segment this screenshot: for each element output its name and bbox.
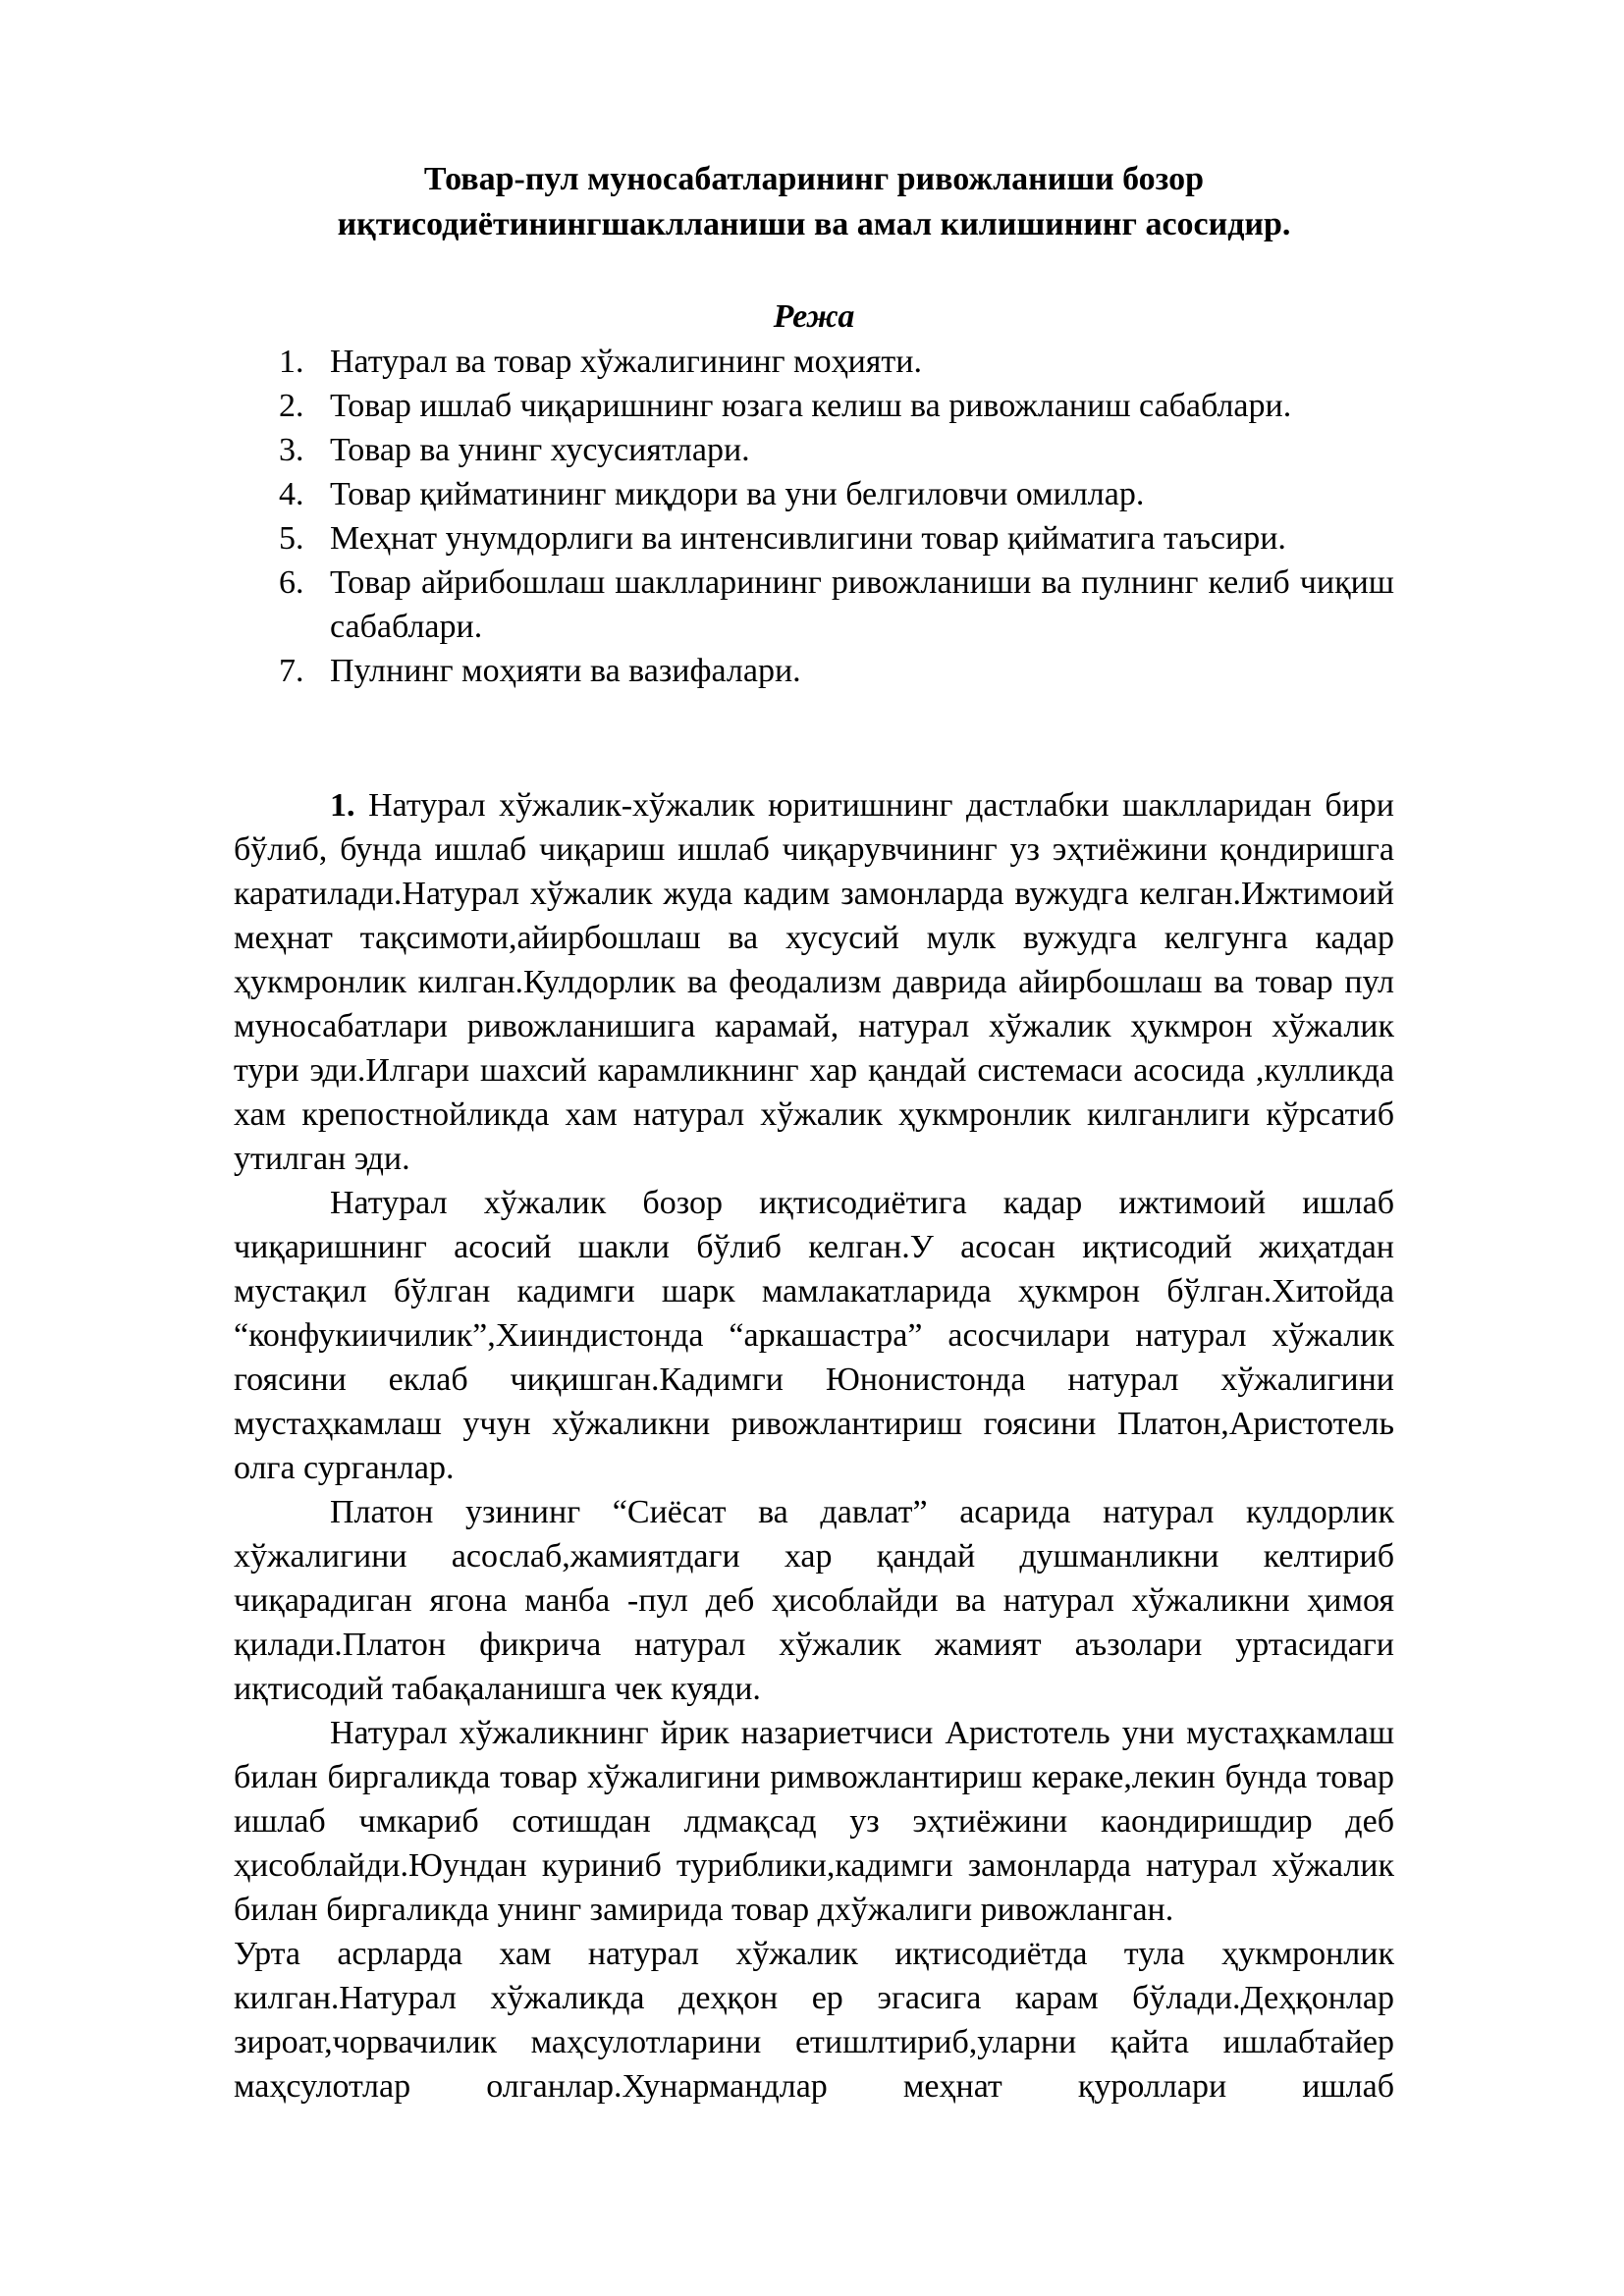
plan-item-number: 3. xyxy=(279,432,304,468)
body-paragraph-2: Натурал хўжалик бозор иқтисодиётига кадар ижтимоий ишлаб чиқаришнинг асосий шакли бўлиб келган.У асосан иқтисодий жиҳатдан мустақил бўлган кадимги шарк мамлакатларида ҳукмрон бўлган.Хитойда “конфукиичилик”,Хииндистонда “аркашастра” асосчилари натурал хўжалик гоясини еклаб чиқишган.Кадимги Юнонистонда натурал хўжалигини мустаҳкамлаш учун хўжаликни ривожлантириш гоясини Платон,Аристотель олга сурганлар. xyxy=(234,1185,1394,1486)
plan-item-7 xyxy=(234,649,1394,693)
plan-item-number: 5. xyxy=(279,520,304,557)
plan-item-number: 4. xyxy=(279,476,304,512)
plan-item-number: 1. xyxy=(279,344,304,380)
document-page xyxy=(234,157,1394,2109)
body-paragraph-4: Натурал хўжаликнинг йрик назариетчиси Аристотель уни мустаҳкамлаш билан биргаликда товар хўжалигини римвожлантириш кераке,лекин бунда товар ишлаб чмкариб сотишдан лдмақсад уз эҳтиёжини каондиришдир деб ҳисоблайди.Юундан куриниб туриблики,кадимги замонларда натурал хўжалик билан биргаликда унинг замирида товар дхўжалиги ривожланган. xyxy=(234,1715,1394,1928)
plan-item-4 xyxy=(234,472,1394,516)
paragraph-text: Натурал хўжалик-хўжалик юритишнинг дастлабки шаклларидан бири бўлиб, бунда ишлаб чиқариш ишлаб чиқарувчининг уз эҳтиёжини қондиришга каратилади.Натурал хўжалик жуда кадим замонларда вужудга келган.Ижтимоий меҳнат тақсимоти,айирбошлаш ва хусусий мулк вужудга келгунга кадар ҳукмронлик килган.Кулдорлик ва феодализм даврида айирбошлаш ва товар пул муносабатлари ривожланишига карамай, натурал хўжалик ҳукмрон хўжалик тури эди.Илгари шахсий карамликнинг хар қандай системаси асосида ,кулликда хам крепостнойликда хам натурал хўжалик ҳукмронлик килганлиги кўрсатиб утилган эди. xyxy=(234,787,1395,1177)
plan-item-text: Товар ишлаб чиқаришнинг юзага келиш ва ривожланиш сабаблари. xyxy=(330,388,1292,424)
body-paragraph-3: Платон узининг “Сиёсат ва давлат” асарида натурал кулдорлик хўжалигини асослаб,жамиятдаги хар қандай душманликни келтириб чиқарадиган ягона манба -пул деб ҳисоблайди ва натурал хўжаликни ҳимоя қилади.Платон фикрича натурал хўжалик жамият аъзолари уртасидаги иқтисодий табақаланишга чек куяди. xyxy=(234,1494,1394,1707)
plan-item-1 xyxy=(234,340,1394,384)
plan-item-6 xyxy=(234,561,1394,649)
plan-item-text: Натурал ва товар хўжалигининг моҳияти. xyxy=(330,344,922,380)
section-number: 1. xyxy=(330,787,355,824)
plan-item-5 xyxy=(234,516,1394,561)
plan-item-number: 7. xyxy=(279,653,304,689)
plan-item-2 xyxy=(234,384,1394,428)
title-line-1: Товар-пул муносабатларининг ривожланиши бозор xyxy=(423,161,1205,197)
plan-item-3 xyxy=(234,428,1394,472)
title-line-2: иқтисодиётинингшаклланиши ва амал килишининг асосидир. xyxy=(337,206,1291,242)
plan-item-text: Товар ва унинг хусусиятлари. xyxy=(330,432,750,468)
plan-list xyxy=(234,340,1394,693)
plan-item-number: 2. xyxy=(279,388,304,424)
plan-item-number: 6. xyxy=(279,564,304,601)
plan-item-text: Пулнинг моҳияти ва вазифалари. xyxy=(330,653,801,689)
body-paragraph-5: Урта асрларда хам натурал хўжалик иқтисодиётда тула ҳукмронлик килган.Натурал хўжаликда деҳқон ер эгасига карам бўлади.Деҳқонлар зироат,чорвачилик маҳсулотларини етишлтириб,уларни қайта ишлабтайер маҳсулотлар олганлар.Хунармандлар меҳнат қуроллари ишлаб xyxy=(234,1936,1394,2105)
document-body xyxy=(234,783,1394,2109)
document-title xyxy=(234,157,1394,247)
body-paragraph-1 xyxy=(234,783,1394,1181)
plan-item-text: Товар айрибошлаш шаклларининг ривожланиши ва пулнинг келиб чиқиш сабаблари. xyxy=(330,564,1394,645)
plan-heading: Режа xyxy=(773,298,855,335)
plan-item-text: Меҳнат унумдорлиги ва интенсивлигини товар қийматига таъсири. xyxy=(330,520,1286,557)
plan-item-text: Товар қийматининг миқдори ва уни белгиловчи омиллар. xyxy=(330,476,1145,512)
